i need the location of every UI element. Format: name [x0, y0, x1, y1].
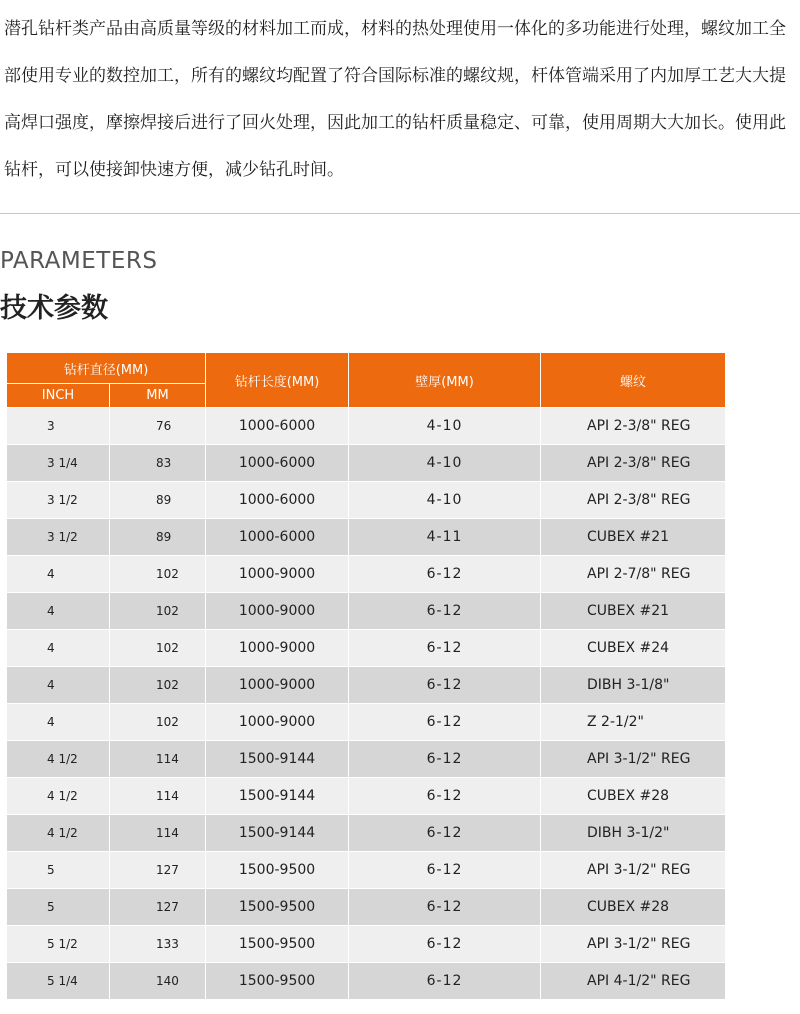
cell-mm: 114 [110, 741, 206, 778]
cell-length: 1500-9144 [206, 778, 349, 815]
table-row [7, 852, 726, 889]
table-row [7, 926, 726, 963]
cell-thread: DIBH 3-1/8" [541, 667, 726, 704]
cell-wall: 6-12 [349, 852, 541, 889]
table-row [7, 741, 726, 778]
cell-thread: API 4-1/2" REG [541, 963, 726, 1000]
cell-thread: API 3-1/2" REG [541, 741, 726, 778]
cell-wall: 6-12 [349, 926, 541, 963]
cell-inch: 4 [7, 630, 110, 667]
table-row [7, 408, 726, 445]
cell-mm: 133 [110, 926, 206, 963]
section-title-en: PARAMETERS [0, 248, 158, 274]
cell-thread: API 2-3/8" REG [541, 482, 726, 519]
cell-mm: 83 [110, 445, 206, 482]
cell-length: 1000-9000 [206, 593, 349, 630]
table-body [7, 408, 726, 1000]
cell-thread: DIBH 3-1/2" [541, 815, 726, 852]
cell-mm: 127 [110, 889, 206, 926]
table-row [7, 519, 726, 556]
header-inch: INCH [7, 384, 110, 408]
cell-wall: 6-12 [349, 778, 541, 815]
header-wall: 壁厚(MM) [349, 353, 541, 408]
table-row [7, 445, 726, 482]
cell-length: 1000-6000 [206, 445, 349, 482]
cell-length: 1500-9500 [206, 963, 349, 1000]
cell-length: 1000-9000 [206, 630, 349, 667]
cell-inch: 4 [7, 704, 110, 741]
cell-inch: 4 1/2 [7, 778, 110, 815]
cell-inch: 5 1/2 [7, 926, 110, 963]
cell-inch: 3 1/2 [7, 482, 110, 519]
cell-mm: 102 [110, 630, 206, 667]
cell-thread: CUBEX #28 [541, 778, 726, 815]
cell-thread: API 3-1/2" REG [541, 926, 726, 963]
cell-mm: 127 [110, 852, 206, 889]
cell-wall: 6-12 [349, 556, 541, 593]
table-row [7, 889, 726, 926]
cell-wall: 4-10 [349, 408, 541, 445]
cell-mm: 114 [110, 815, 206, 852]
table-row [7, 667, 726, 704]
cell-thread: API 3-1/2" REG [541, 852, 726, 889]
parameters-table [6, 352, 726, 1000]
cell-inch: 4 1/2 [7, 741, 110, 778]
cell-length: 1000-9000 [206, 556, 349, 593]
cell-inch: 5 [7, 852, 110, 889]
cell-wall: 4-10 [349, 482, 541, 519]
cell-mm: 102 [110, 556, 206, 593]
header-length: 钻杆长度(MM) [206, 353, 349, 408]
cell-thread: API 2-3/8" REG [541, 408, 726, 445]
cell-wall: 6-12 [349, 667, 541, 704]
cell-wall: 4-10 [349, 445, 541, 482]
cell-wall: 6-12 [349, 963, 541, 1000]
cell-length: 1000-6000 [206, 519, 349, 556]
cell-inch: 3 1/4 [7, 445, 110, 482]
cell-wall: 6-12 [349, 704, 541, 741]
cell-wall: 6-12 [349, 741, 541, 778]
cell-mm: 89 [110, 519, 206, 556]
cell-mm: 140 [110, 963, 206, 1000]
cell-inch: 4 [7, 593, 110, 630]
cell-inch: 3 [7, 408, 110, 445]
table-row [7, 593, 726, 630]
cell-length: 1500-9144 [206, 741, 349, 778]
cell-inch: 4 [7, 556, 110, 593]
cell-mm: 102 [110, 704, 206, 741]
table-row [7, 815, 726, 852]
cell-inch: 5 1/4 [7, 963, 110, 1000]
cell-wall: 6-12 [349, 593, 541, 630]
cell-length: 1000-6000 [206, 408, 349, 445]
cell-inch: 5 [7, 889, 110, 926]
cell-thread: CUBEX #24 [541, 630, 726, 667]
table-row [7, 556, 726, 593]
cell-length: 1500-9144 [206, 815, 349, 852]
cell-thread: CUBEX #28 [541, 889, 726, 926]
cell-thread: Z 2-1/2" [541, 704, 726, 741]
cell-wall: 6-12 [349, 889, 541, 926]
cell-length: 1000-6000 [206, 482, 349, 519]
cell-thread: CUBEX #21 [541, 593, 726, 630]
cell-wall: 6-12 [349, 630, 541, 667]
cell-wall: 6-12 [349, 815, 541, 852]
cell-inch: 4 1/2 [7, 815, 110, 852]
cell-mm: 102 [110, 593, 206, 630]
cell-mm: 114 [110, 778, 206, 815]
section-divider [0, 213, 800, 214]
cell-thread: CUBEX #21 [541, 519, 726, 556]
cell-wall: 4-11 [349, 519, 541, 556]
intro-paragraph: 潜孔钻杆类产品由高质量等级的材料加工而成，材料的热处理使用一体化的多功能进行处理，螺纹加工全部使用专业的数控加工，所有的螺纹均配置了符合国际标准的螺纹规，杆体管端采用了内加厚工艺大大提高焊口强度，摩擦焊接后进行了回火处理，因此加工的钻杆质量稳定、可靠，使用周期大大加长。使用此钻杆，可以使接卸快速方便，减少钻孔时间。 [4, 19, 786, 180]
cell-mm: 89 [110, 482, 206, 519]
table-row [7, 963, 726, 1000]
cell-inch: 3 1/2 [7, 519, 110, 556]
cell-inch: 4 [7, 667, 110, 704]
cell-thread: API 2-7/8" REG [541, 556, 726, 593]
cell-length: 1500-9500 [206, 926, 349, 963]
cell-thread: API 2-3/8" REG [541, 445, 726, 482]
cell-mm: 102 [110, 667, 206, 704]
cell-length: 1000-9000 [206, 704, 349, 741]
cell-length: 1500-9500 [206, 889, 349, 926]
table-row [7, 630, 726, 667]
table-row [7, 704, 726, 741]
table-row [7, 482, 726, 519]
cell-mm: 76 [110, 408, 206, 445]
header-mm: MM [110, 384, 206, 408]
table-row [7, 778, 726, 815]
cell-length: 1000-9000 [206, 667, 349, 704]
header-diameter: 钻杆直径(MM) [7, 353, 206, 384]
section-title-cn: 技术参数 [0, 293, 108, 324]
header-thread: 螺纹 [541, 353, 726, 408]
cell-length: 1500-9500 [206, 852, 349, 889]
